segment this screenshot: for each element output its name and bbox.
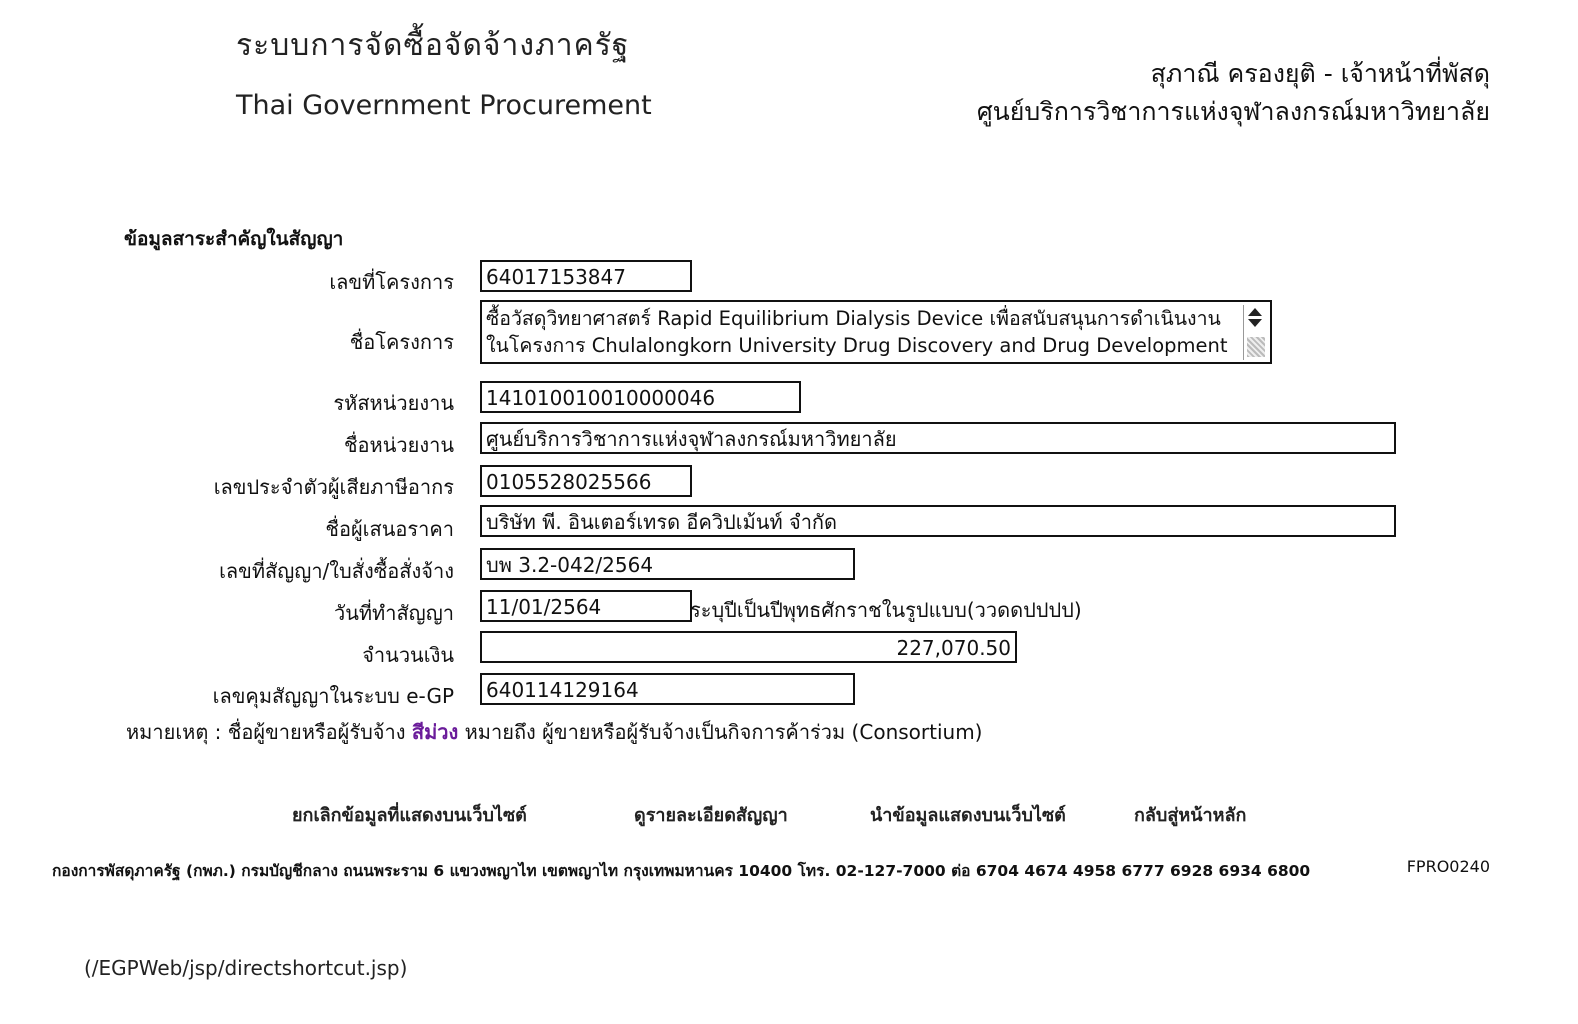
site-title-english: Thai Government Procurement [236, 90, 652, 121]
contract-date-hint: ระบุปีเป็นปีพุทธศักราชในรูปแบบ(ววดดปปปป) [690, 598, 1082, 622]
scroll-down-icon[interactable] [1248, 319, 1262, 327]
contract-date-label: วันที่ทำสัญญา [333, 601, 454, 625]
scroll-thumb[interactable] [1247, 337, 1265, 357]
view-contract-details-link[interactable]: ดูรายละเอียดสัญญา [634, 805, 788, 826]
bidder-name-field[interactable]: บริษัท พี. อินเตอร์เทรด อีควิปเม้นท์ จำกัด [480, 505, 1396, 537]
agency-name-label: ชื่อหน่วยงาน [343, 433, 454, 457]
remark-emphasis: สีม่วง [411, 720, 459, 744]
contract-date-field[interactable]: 11/01/2564 [480, 590, 692, 622]
project-name-label: ชื่อโครงการ [349, 330, 454, 354]
project-no-field[interactable]: 64017153847 [480, 260, 692, 292]
scroll-up-icon[interactable] [1248, 308, 1262, 316]
site-title-thai: ระบบการจัดซื้อจัดจ้างภาครัฐ [236, 28, 630, 63]
agency-name-field[interactable]: ศูนย์บริการวิชาการแห่งจุฬาลงกรณ์มหาวิทยาลัย [480, 422, 1396, 454]
agency-code-field[interactable]: 141010010010000046 [480, 381, 801, 413]
back-to-home-link[interactable]: กลับสู่หน้าหลัก [1134, 805, 1247, 826]
project-no-label: เลขที่โครงการ [329, 270, 454, 294]
egp-control-no-label: เลขคุมสัญญาในระบบ e-GP [212, 684, 454, 708]
project-name-line-1: ซื้อวัสดุวิทยาศาสตร์ Rapid Equilibrium Dialysis Device เพื่อสนับสนุนการดำเนินงาน [486, 307, 1221, 330]
tax-id-field[interactable]: 0105528025566 [480, 465, 692, 497]
bidder-name-label: ชื่อผู้เสนอราคา [325, 517, 454, 541]
tax-id-label: เลขประจำตัวผู้เสียภาษีอากร [213, 475, 454, 499]
textarea-scrollbar[interactable] [1243, 305, 1268, 360]
user-name-role: สุภาณี ครองยุติ - เจ้าหน้าที่พัสดุ [1150, 59, 1490, 88]
section-heading: ข้อมูลสาระสำคัญในสัญญา [124, 228, 344, 250]
footer-address: กองการพัสดุภาครัฐ (กพภ.) กรมบัญชีกลาง ถนนพระราม 6 แขวงพญาไท เขตพญาไท กรุงเทพมหานคร 10400 โทร. 02-127-7000 ต่อ 6704 4674 4958 6777 6928 6934 6800 [52, 862, 1311, 880]
remark-note [126, 716, 982, 748]
publish-to-website-link[interactable]: นำข้อมูลแสดงบนเว็บไซต์ [870, 805, 1066, 826]
contract-no-label: เลขที่สัญญา/ใบสั่งซื้อสั่งจ้าง [219, 559, 454, 583]
page-code: FPRO0240 [1406, 857, 1490, 876]
cancel-display-link[interactable]: ยกเลิกข้อมูลที่แสดงบนเว็บไซต์ [292, 805, 527, 826]
project-name-textarea[interactable] [480, 300, 1272, 364]
contract-no-field[interactable]: บพ 3.2-042/2564 [480, 548, 855, 580]
remark-prefix: หมายเหตุ : ชื่อผู้ขายหรือผู้รับจ้าง [126, 720, 406, 744]
shortcut-path: (/EGPWeb/jsp/directshortcut.jsp) [84, 956, 408, 980]
user-organization: ศูนย์บริการวิชาการแห่งจุฬาลงกรณ์มหาวิทยาลัย [976, 97, 1490, 126]
amount-field[interactable]: 227,070.50 [480, 631, 1017, 663]
project-name-line-2: ในโครงการ Chulalongkorn University Drug Discovery and Drug Development [486, 334, 1228, 357]
agency-code-label: รหัสหน่วยงาน [333, 391, 454, 415]
amount-label: จำนวนเงิน [362, 643, 454, 667]
egp-control-no-field[interactable]: 640114129164 [480, 673, 855, 705]
remark-suffix: หมายถึง ผู้ขายหรือผู้รับจ้างเป็นกิจการค้าร่วม (Consortium) [464, 720, 983, 744]
